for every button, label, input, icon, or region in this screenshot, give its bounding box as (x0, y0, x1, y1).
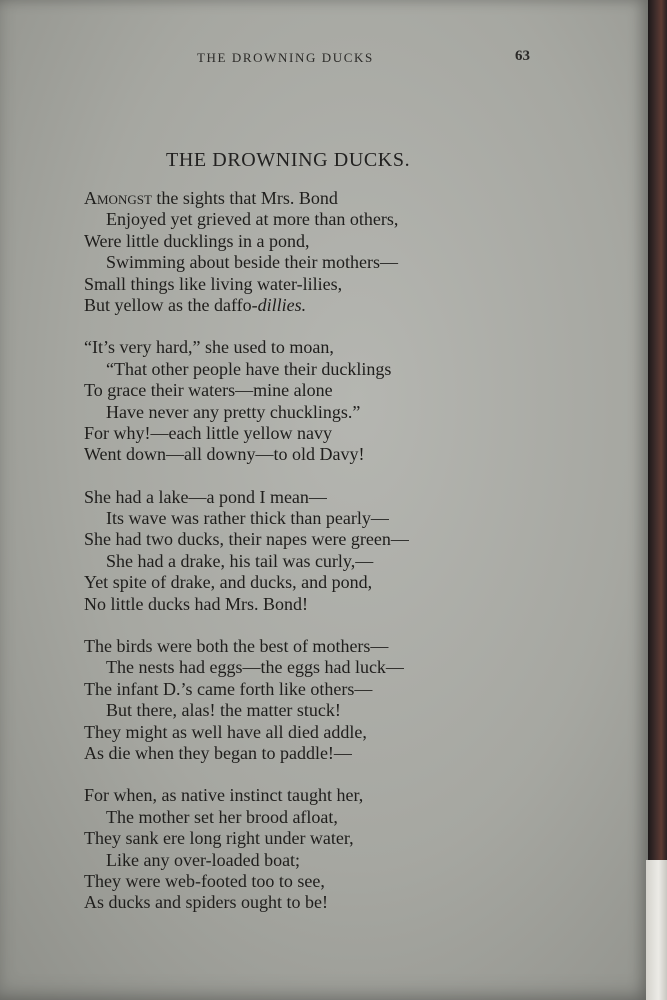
page-number: 63 (515, 48, 530, 64)
poem-line: For why!—each little yellow navy (84, 422, 332, 443)
poem-line: Went down—all downy—to old Davy! (84, 444, 365, 465)
stanza-3 (84, 487, 409, 615)
book-binding (648, 0, 667, 1000)
poem-line: “That other people have their ducklings (106, 358, 392, 379)
first-word: Amongst (84, 188, 152, 208)
poem-line: Its wave was rather thick than pearly— (106, 508, 389, 529)
poem-line: But there, alas! the matter stuck! (106, 700, 341, 721)
poem-line: “It’s very hard,” she used to moan, (84, 337, 334, 358)
poem-line: No little ducks had Mrs. Bond! (84, 593, 308, 614)
poem-line: She had a lake—a pond I mean— (84, 486, 327, 507)
stanza-5 (84, 785, 409, 913)
poem-line: Enjoyed yet grieved at more than others, (106, 209, 399, 230)
page-edge (646, 860, 667, 1000)
line-prefix: But yellow as the daffo- (84, 294, 258, 315)
poem-line: As ducks and spiders ought to be! (84, 892, 328, 913)
poem-line: The mother set her brood afloat, (106, 806, 338, 827)
poem-line: They might as well have all died addle, (84, 721, 367, 742)
poem-line: Have never any pretty chucklings.” (106, 401, 361, 422)
stanza-4 (84, 636, 409, 764)
poem-line: She had two ducks, their napes were green— (84, 529, 409, 550)
poem-line: Small things like living water-lilies, (84, 273, 343, 294)
stanza-1 (84, 188, 409, 316)
poem-line: For when, as native instinct taught her, (84, 785, 364, 806)
poem-line (84, 188, 409, 209)
running-head: THE DROWNING DUCKS (197, 50, 374, 65)
poem-line: They sank ere long right under water, (84, 828, 354, 849)
poem-line (84, 295, 409, 316)
italic-word: dillies. (257, 294, 307, 315)
poem-line: She had a drake, his tail was curly,— (106, 550, 374, 571)
poem-line: Swimming about beside their mothers— (106, 252, 398, 273)
poem-line: They were web-footed too to see, (84, 870, 325, 891)
poem-title: THE DROWNING DUCKS. (166, 149, 411, 171)
poem-body (84, 188, 409, 935)
poem-line: The birds were both the best of mothers— (84, 636, 389, 657)
poem-line: To grace their waters—mine alone (84, 380, 333, 401)
poem-line: Yet spite of drake, and ducks, and pond, (84, 572, 373, 593)
stanza-2 (84, 337, 409, 465)
poem-line: The infant D.’s came forth like others— (84, 678, 373, 699)
first-line-rest: the sights that Mrs. Bond (151, 188, 338, 208)
poem-line: The nests had eggs—the eggs had luck— (106, 657, 404, 678)
poem-line: Were little ducklings in a pond, (84, 230, 310, 251)
poem-line: As die when they began to paddle!— (84, 742, 352, 763)
poem-line: Like any over-loaded boat; (106, 849, 301, 870)
